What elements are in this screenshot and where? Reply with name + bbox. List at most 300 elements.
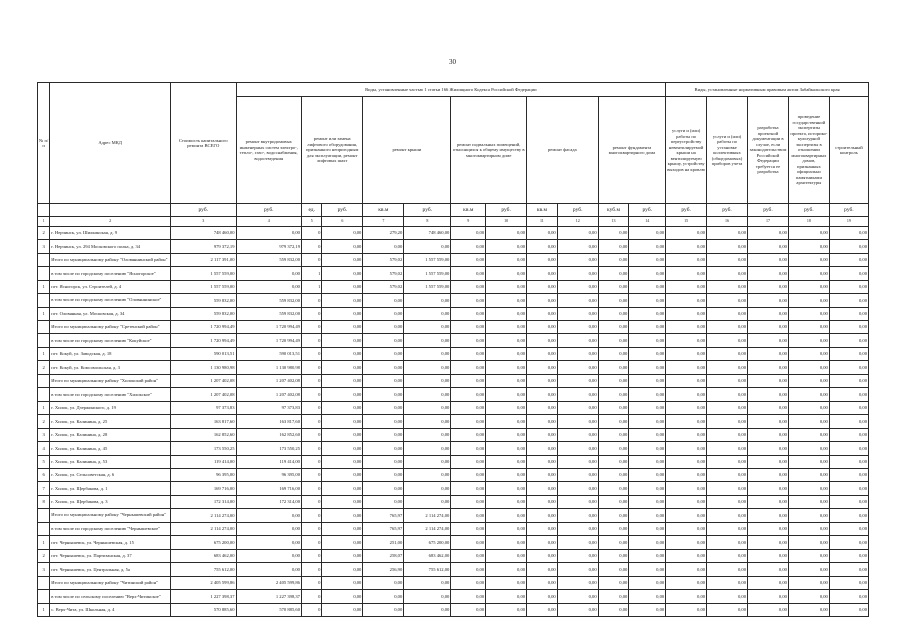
row-value-cell: 0,00 — [527, 307, 558, 320]
row-value-cell: 0,00 — [527, 576, 558, 589]
row-value-cell: 0,00 — [748, 401, 789, 414]
col-header-no: № п/п — [38, 83, 50, 204]
row-value-cell: 559 832,00 — [236, 253, 301, 266]
row-value-cell: 0,00 — [598, 495, 629, 508]
row-value-cell: 0 — [301, 321, 321, 334]
row-value-cell: 1 — [301, 280, 321, 293]
row-value-cell: 162 852,60 — [236, 428, 301, 441]
row-value-cell: 162 852,60 — [171, 428, 236, 441]
row-value-cell: 0,00 — [527, 536, 558, 549]
row-value-cell: 0,00 — [629, 374, 666, 387]
row-value-cell: 0,00 — [404, 576, 451, 589]
row-value-cell: 0 — [301, 307, 321, 320]
row-value-cell: 1 720 994,49 — [236, 321, 301, 334]
row-value-cell: 2 114 274,00 — [404, 509, 451, 522]
row-value-cell: 0,00 — [666, 374, 707, 387]
row-value-cell: 0,00 — [598, 509, 629, 522]
row-value-cell: 0,00 — [666, 469, 707, 482]
row-value-cell: 0 — [301, 522, 321, 535]
row-value-cell: 0,00 — [629, 563, 666, 576]
row-value-cell: 0,00 — [629, 428, 666, 441]
row-value-cell: 0,00 — [788, 603, 829, 616]
table-row — [38, 576, 869, 589]
col-header-construction-control: строительный контроль — [829, 97, 868, 204]
row-value-cell: 0,00 — [404, 334, 451, 347]
row-value-cell: 0,00 — [829, 374, 868, 387]
row-address-cell: в том числе по городскому поселению "Чернышевское" — [50, 522, 171, 535]
row-value-cell: 0,00 — [598, 401, 629, 414]
row-value-cell: 0,00 — [527, 482, 558, 495]
row-value-cell: 0,00 — [363, 321, 404, 334]
row-value-cell: 173 550,25 — [236, 442, 301, 455]
row-value-cell: 0,00 — [322, 240, 363, 253]
row-value-cell: 765,97 — [363, 509, 404, 522]
row-value-cell: 0 — [301, 442, 321, 455]
row-value-cell: 0,00 — [486, 603, 527, 616]
row-value-cell: 0,00 — [322, 563, 363, 576]
row-value-cell: 0,00 — [322, 280, 363, 293]
row-value-cell: 0,00 — [557, 576, 598, 589]
row-value-cell: 0,00 — [527, 347, 558, 360]
row-value-cell: 0,00 — [829, 563, 868, 576]
row-value-cell: 0,00 — [322, 388, 363, 401]
row-value-cell: 0,00 — [236, 563, 301, 576]
row-value-cell: 0,00 — [486, 536, 527, 549]
row-value-cell: 0,00 — [629, 536, 666, 549]
row-value-cell: 0,00 — [748, 361, 789, 374]
row-value-cell: 0,00 — [363, 415, 404, 428]
table-row — [38, 253, 869, 266]
row-number-cell: 8 — [38, 495, 50, 508]
row-value-cell: 0,00 — [629, 321, 666, 334]
federal-works-group-header: Виды, установленные частью 1 статьи 166 Жилищного Кодекса Российской Федерации — [236, 83, 666, 97]
row-number-cell: 1 — [38, 280, 50, 293]
row-value-cell: 0,00 — [451, 576, 486, 589]
row-value-cell: 0,00 — [629, 226, 666, 239]
row-value-cell: 0,00 — [829, 334, 868, 347]
row-value-cell: 119 414,00 — [171, 455, 236, 468]
row-value-cell: 0,00 — [363, 334, 404, 347]
row-value-cell: 0,00 — [666, 321, 707, 334]
row-value-cell: 0 — [301, 495, 321, 508]
row-value-cell: 0,00 — [404, 307, 451, 320]
row-value-cell: 0,00 — [629, 347, 666, 360]
row-value-cell: 675 200,00 — [171, 536, 236, 549]
row-value-cell: 0,00 — [666, 428, 707, 441]
row-value-cell: 0,00 — [788, 361, 829, 374]
table-row — [38, 280, 869, 293]
row-value-cell: 0,00 — [557, 590, 598, 603]
row-value-cell: 0,00 — [748, 495, 789, 508]
row-value-cell: 0,00 — [598, 576, 629, 589]
row-number-cell — [38, 267, 50, 280]
table-row — [38, 226, 869, 239]
row-value-cell: 0,00 — [707, 280, 748, 293]
row-address-cell: г. Хилок, ул. Щербакова, д. 3 — [50, 495, 171, 508]
row-value-cell: 0,00 — [748, 536, 789, 549]
row-value-cell: 748 460,00 — [404, 226, 451, 239]
row-value-cell: 0,00 — [629, 294, 666, 307]
row-value-cell: 2 117 391,00 — [171, 253, 236, 266]
row-number-cell: 7 — [38, 482, 50, 495]
units-cell: руб. — [486, 204, 527, 217]
row-value-cell: 0,00 — [788, 415, 829, 428]
row-value-cell: 0,00 — [322, 522, 363, 535]
row-value-cell: 590 013,51 — [171, 347, 236, 360]
row-address-cell: пгт. Кокуй, ул. Комсомольская, д. 3 — [50, 361, 171, 374]
row-value-cell: 0,00 — [598, 267, 629, 280]
row-value-cell: 0,00 — [666, 240, 707, 253]
row-value-cell: 0,00 — [829, 455, 868, 468]
row-address-cell: г. Хилок, ул. Калинина, д. 45 — [50, 442, 171, 455]
units-cell: руб. — [171, 204, 236, 217]
row-value-cell: 1 227 398,37 — [236, 590, 301, 603]
row-value-cell: 0,00 — [598, 226, 629, 239]
row-value-cell: 0,00 — [404, 455, 451, 468]
row-value-cell: 0,00 — [598, 294, 629, 307]
row-address-cell: г. Хилок, ул. Щербакова, д. 1 — [50, 482, 171, 495]
row-value-cell: 0,00 — [557, 253, 598, 266]
row-value-cell: 755 612,00 — [171, 563, 236, 576]
row-value-cell: 0,00 — [451, 388, 486, 401]
row-value-cell: 0,00 — [829, 280, 868, 293]
row-value-cell: 0,00 — [666, 253, 707, 266]
row-value-cell: 0,00 — [748, 253, 789, 266]
row-value-cell: 0,00 — [236, 226, 301, 239]
row-value-cell: 0,00 — [748, 267, 789, 280]
row-address-cell: в том числе по городскому поселению "Ясногорское" — [50, 267, 171, 280]
units-cell: руб. — [707, 204, 748, 217]
row-value-cell: 570 885,60 — [171, 603, 236, 616]
table-row — [38, 495, 869, 508]
col-header-total: Стоимость капитального ремонта ВСЕГО — [171, 83, 236, 204]
row-value-cell: 0,00 — [666, 549, 707, 562]
row-value-cell: 0,00 — [486, 307, 527, 320]
row-value-cell: 0,00 — [788, 563, 829, 576]
col-header-elevators: ремонт или замена лифтового оборудования, признанного непригодным для эксплуатации, ремонт лифтовых шахт — [301, 97, 362, 204]
row-value-cell: 0,00 — [527, 374, 558, 387]
row-number-cell: 3 — [38, 563, 50, 576]
row-value-cell: 0,00 — [322, 536, 363, 549]
row-address-cell: с. Верх-Чита, ул. Школьная, д. 4 — [50, 603, 171, 616]
row-value-cell: 0,00 — [666, 226, 707, 239]
row-address-cell: Итого по муниципальному району "Чернышевский район" — [50, 509, 171, 522]
row-value-cell: 0,00 — [322, 590, 363, 603]
row-number-cell: 3 — [38, 240, 50, 253]
row-value-cell: 0,00 — [666, 509, 707, 522]
row-value-cell: 0,00 — [598, 361, 629, 374]
row-value-cell: 0,00 — [322, 374, 363, 387]
row-value-cell: 0,00 — [451, 280, 486, 293]
row-value-cell: 0,00 — [748, 374, 789, 387]
row-value-cell: 0,00 — [829, 347, 868, 360]
units-cell: ед. — [301, 204, 321, 217]
row-value-cell: 0,00 — [527, 280, 558, 293]
row-value-cell: 0,00 — [707, 522, 748, 535]
row-value-cell: 0,00 — [322, 321, 363, 334]
row-address-cell: в том числе по городскому поселению "Оловяннинское" — [50, 294, 171, 307]
row-value-cell: 0,00 — [829, 549, 868, 562]
row-value-cell: 2 114 274,00 — [171, 509, 236, 522]
row-number-cell: 3 — [38, 428, 50, 441]
row-value-cell: 0,00 — [598, 469, 629, 482]
row-value-cell: 0,00 — [788, 388, 829, 401]
row-value-cell: 1 — [301, 267, 321, 280]
row-value-cell: 0,00 — [598, 334, 629, 347]
row-value-cell: 0,00 — [486, 469, 527, 482]
row-value-cell: 0,00 — [629, 509, 666, 522]
row-value-cell: 0,00 — [707, 469, 748, 482]
row-value-cell: 0,00 — [748, 549, 789, 562]
row-value-cell: 0,00 — [527, 415, 558, 428]
row-value-cell: 0,00 — [451, 307, 486, 320]
row-value-cell: 0,00 — [322, 509, 363, 522]
row-value-cell: 765,97 — [363, 522, 404, 535]
row-value-cell: 0,00 — [629, 482, 666, 495]
row-value-cell: 0,00 — [829, 226, 868, 239]
row-value-cell: 0,00 — [748, 522, 789, 535]
row-value-cell: 0,00 — [788, 307, 829, 320]
row-value-cell: 0,00 — [666, 442, 707, 455]
row-value-cell: 0,00 — [666, 267, 707, 280]
row-value-cell: 0,00 — [598, 374, 629, 387]
row-value-cell: 0,00 — [707, 240, 748, 253]
row-value-cell: 755 612,00 — [404, 563, 451, 576]
row-value-cell: 0,00 — [598, 482, 629, 495]
row-value-cell: 0 — [301, 576, 321, 589]
table-row — [38, 428, 869, 441]
row-value-cell: 0 — [301, 415, 321, 428]
row-value-cell: 0,00 — [451, 226, 486, 239]
row-value-cell: 0,00 — [557, 280, 598, 293]
table-row — [38, 469, 869, 482]
table-row — [38, 334, 869, 347]
row-value-cell: 0,00 — [788, 469, 829, 482]
row-value-cell: 0,00 — [527, 428, 558, 441]
row-value-cell: 0,00 — [486, 374, 527, 387]
row-value-cell: 2 114 274,00 — [171, 522, 236, 535]
row-value-cell: 0 — [301, 253, 321, 266]
row-value-cell: 0,00 — [486, 482, 527, 495]
row-value-cell: 0 — [301, 455, 321, 468]
row-value-cell: 1 557 559,00 — [171, 280, 236, 293]
row-value-cell: 0,00 — [527, 361, 558, 374]
row-number-cell: 6 — [38, 469, 50, 482]
table-row — [38, 267, 869, 280]
row-value-cell: 0,00 — [629, 361, 666, 374]
row-value-cell: 0,00 — [829, 361, 868, 374]
row-value-cell: 1 720 994,49 — [236, 334, 301, 347]
row-value-cell: 0,00 — [598, 590, 629, 603]
row-value-cell: 748 460,00 — [171, 226, 236, 239]
row-address-cell: пгт. Ясногорск, ул. Строителей, д. 4 — [50, 280, 171, 293]
row-value-cell: 0,00 — [707, 226, 748, 239]
row-value-cell: 0,00 — [404, 495, 451, 508]
row-value-cell: 0,00 — [707, 388, 748, 401]
row-value-cell: 0,00 — [363, 603, 404, 616]
row-value-cell: 0,00 — [527, 603, 558, 616]
row-value-cell: 0,00 — [557, 495, 598, 508]
row-value-cell: 0,00 — [404, 388, 451, 401]
row-value-cell: 0,00 — [829, 388, 868, 401]
row-address-cell: Итого по муниципальному району "Сретенский район" — [50, 321, 171, 334]
units-cell: руб. — [666, 204, 707, 217]
row-value-cell: 0,00 — [629, 307, 666, 320]
row-value-cell: 0,00 — [557, 482, 598, 495]
row-value-cell: 1 557 559,00 — [404, 280, 451, 293]
row-value-cell: 0,00 — [788, 347, 829, 360]
row-value-cell: 0,00 — [666, 307, 707, 320]
row-value-cell: 0,00 — [527, 253, 558, 266]
row-value-cell: 0,00 — [486, 294, 527, 307]
column-number-cell: 10 — [486, 216, 527, 226]
table-row — [38, 240, 869, 253]
row-value-cell: 0,00 — [598, 347, 629, 360]
row-value-cell: 0,00 — [829, 576, 868, 589]
row-value-cell: 579,02 — [363, 280, 404, 293]
row-value-cell: 0,00 — [451, 455, 486, 468]
row-value-cell: 0,00 — [748, 482, 789, 495]
column-number-cell: 2 — [50, 216, 171, 226]
row-value-cell: 0,00 — [236, 280, 301, 293]
row-value-cell: 0,00 — [666, 536, 707, 549]
row-value-cell: 0,00 — [707, 361, 748, 374]
units-cell: кв.м — [451, 204, 486, 217]
row-value-cell: 0,00 — [748, 294, 789, 307]
row-value-cell: 0,00 — [557, 240, 598, 253]
row-number-cell — [38, 321, 50, 334]
row-value-cell: 0,00 — [486, 415, 527, 428]
row-address-cell: в том числе по городскому поселению "Хилокское" — [50, 388, 171, 401]
row-number-cell — [38, 576, 50, 589]
row-value-cell: 0,00 — [486, 549, 527, 562]
row-value-cell: 0,00 — [527, 294, 558, 307]
row-value-cell: 0,00 — [707, 401, 748, 414]
row-value-cell: 0,00 — [451, 334, 486, 347]
table-row — [38, 590, 869, 603]
row-value-cell: 0,00 — [748, 415, 789, 428]
row-address-cell: в том числе по сельскому поселению "Верх-Читинское" — [50, 590, 171, 603]
row-value-cell: 0,00 — [236, 509, 301, 522]
row-value-cell: 0,00 — [598, 455, 629, 468]
row-value-cell: 0,00 — [404, 590, 451, 603]
row-value-cell: 169 716,00 — [171, 482, 236, 495]
row-number-cell — [38, 253, 50, 266]
row-value-cell: 0 — [301, 563, 321, 576]
row-value-cell: 0,00 — [404, 482, 451, 495]
col-header-basement: ремонт подвальных помещений, относящихся к общему имуществу в многоквартирном доме — [451, 97, 527, 204]
row-value-cell: 1 557 559,00 — [404, 253, 451, 266]
column-numbers-row — [38, 216, 869, 226]
row-value-cell: 0,00 — [486, 495, 527, 508]
row-value-cell: 0,00 — [788, 280, 829, 293]
row-number-cell: 1 — [38, 603, 50, 616]
row-value-cell: 0,00 — [829, 469, 868, 482]
row-value-cell: 0,00 — [557, 522, 598, 535]
row-value-cell: 0,00 — [527, 455, 558, 468]
row-value-cell: 0,00 — [486, 388, 527, 401]
row-value-cell: 0,00 — [666, 590, 707, 603]
row-value-cell: 0,00 — [829, 495, 868, 508]
row-value-cell: 0,00 — [748, 509, 789, 522]
row-value-cell: 1 720 994,49 — [171, 321, 236, 334]
row-value-cell: 0,00 — [486, 321, 527, 334]
row-value-cell: 0,00 — [451, 522, 486, 535]
row-value-cell: 0,00 — [788, 240, 829, 253]
row-value-cell: 0,00 — [322, 469, 363, 482]
row-value-cell: 0,00 — [557, 415, 598, 428]
row-value-cell: 96 395,00 — [171, 469, 236, 482]
row-value-cell: 0,00 — [557, 307, 598, 320]
row-value-cell: 0,00 — [404, 428, 451, 441]
row-value-cell: 0,00 — [666, 334, 707, 347]
row-value-cell: 0,00 — [451, 321, 486, 334]
row-value-cell: 0,00 — [629, 240, 666, 253]
row-value-cell: 0 — [301, 334, 321, 347]
row-value-cell: 0,00 — [527, 495, 558, 508]
row-value-cell: 0,00 — [527, 469, 558, 482]
row-value-cell: 0,00 — [666, 280, 707, 293]
row-value-cell: 1 557 559,00 — [404, 267, 451, 280]
row-value-cell: 0,00 — [748, 442, 789, 455]
row-value-cell: 0,00 — [322, 401, 363, 414]
row-value-cell: 0,00 — [788, 522, 829, 535]
column-number-cell: 1 — [38, 216, 50, 226]
row-value-cell: 1 130 980,98 — [171, 361, 236, 374]
row-value-cell: 2 405 599,86 — [171, 576, 236, 589]
row-value-cell: 0,00 — [788, 482, 829, 495]
row-value-cell: 0,00 — [236, 549, 301, 562]
row-value-cell: 0,00 — [486, 334, 527, 347]
row-value-cell: 0,00 — [748, 226, 789, 239]
row-value-cell: 0,00 — [748, 280, 789, 293]
row-value-cell: 0 — [301, 469, 321, 482]
row-value-cell: 0,00 — [707, 590, 748, 603]
row-value-cell: 0,00 — [557, 442, 598, 455]
col-header-roof-conversion: услуги и (или) работы по переустройству невентилируемой крыши на вентилируемую крышу, устройству выходов на кровлю — [666, 97, 707, 204]
row-value-cell: 0,00 — [451, 563, 486, 576]
row-value-cell: 0,00 — [598, 442, 629, 455]
row-value-cell: 0,00 — [788, 442, 829, 455]
row-value-cell: 0,00 — [748, 307, 789, 320]
units-cell-empty — [50, 204, 171, 217]
row-value-cell: 0,00 — [451, 253, 486, 266]
row-value-cell: 0,00 — [598, 522, 629, 535]
row-value-cell: 0 — [301, 536, 321, 549]
row-value-cell: 0,00 — [629, 495, 666, 508]
row-value-cell: 0,00 — [629, 401, 666, 414]
column-number-cell: 4 — [236, 216, 301, 226]
row-value-cell: 0,00 — [748, 576, 789, 589]
row-address-cell: Итого по муниципальному району "Хилокский район" — [50, 374, 171, 387]
row-number-cell: 1 — [38, 401, 50, 414]
row-value-cell: 0,00 — [322, 576, 363, 589]
row-value-cell: 0,00 — [451, 442, 486, 455]
row-value-cell: 0,00 — [486, 428, 527, 441]
row-value-cell: 0,00 — [527, 388, 558, 401]
row-value-cell: 97 373,83 — [171, 401, 236, 414]
units-cell: кв.м — [363, 204, 404, 217]
row-value-cell: 0,00 — [322, 347, 363, 360]
row-value-cell: 0,00 — [748, 469, 789, 482]
row-number-cell: 2 — [38, 226, 50, 239]
row-value-cell: 0,00 — [629, 576, 666, 589]
row-value-cell: 0,00 — [486, 253, 527, 266]
row-value-cell: 0,00 — [557, 455, 598, 468]
row-value-cell: 0,00 — [829, 267, 868, 280]
row-value-cell: 0,00 — [527, 321, 558, 334]
row-number-cell — [38, 294, 50, 307]
